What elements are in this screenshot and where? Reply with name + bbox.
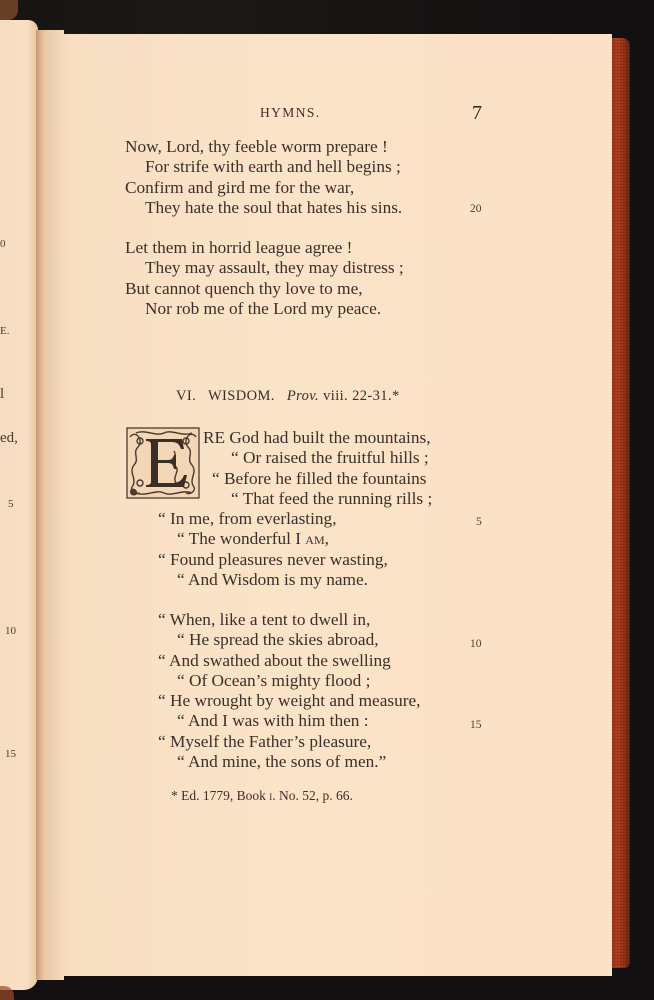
verse-text: “ The wonderful I <box>177 529 306 549</box>
scripture-reference: viii. 22-31.* <box>323 388 400 404</box>
verse-line: “ Before he filled the fountains <box>212 468 427 488</box>
verse-line: “ And mine, the sons of men.” <box>177 752 387 772</box>
verse-line <box>158 529 432 549</box>
page-number: 7 <box>472 102 482 124</box>
footnote-text: . No. 52, p. 66. <box>272 788 353 803</box>
hymn-title: WISDOM. <box>207 388 275 404</box>
stanza <box>125 238 404 319</box>
line-number: 10 <box>470 638 482 650</box>
footnote-text: * Ed. 1779, Book <box>171 788 270 803</box>
left-margin-fragment: ed, <box>0 430 18 446</box>
verse-line: “ And swathed about the swelling <box>158 650 391 670</box>
left-line-number: 5 <box>8 498 14 510</box>
left-line-number: 10 <box>5 625 16 637</box>
left-margin-fragment: 0 <box>0 238 6 250</box>
page-gutter-shadow <box>36 30 64 980</box>
verse-line: Now, Lord, thy feeble worm prepare ! <box>125 137 388 156</box>
running-head <box>38 102 612 122</box>
verse-line: “ Of Ocean’s mighty flood ; <box>177 670 371 690</box>
verse-line: “ He wrought by weight and measure, <box>158 691 421 711</box>
book-page <box>38 34 612 976</box>
verse-line: “ And I was with him then : <box>177 711 369 731</box>
verse-line: They hate the soul that hates his sins. <box>145 197 403 217</box>
line-number: 20 <box>470 203 482 215</box>
verse-line: “ When, like a tent to dwell in, <box>158 610 371 629</box>
verse-line: “ In me, from everlasting, <box>158 509 337 529</box>
verse-line: “ He spread the skies abroad, <box>177 630 379 650</box>
small-caps-word: am <box>305 529 325 549</box>
verse-line: “ Or raised the fruitful hills ; <box>231 448 429 468</box>
hymn-heading <box>176 388 400 405</box>
stanza <box>158 428 432 590</box>
verse-line: But cannot quench thy love to me, <box>125 278 363 298</box>
verse-line: “ That feed the running rills ; <box>231 488 433 508</box>
line-number: 15 <box>470 719 482 731</box>
verse-line: “ Myself the Father’s pleasure, <box>158 731 372 751</box>
left-margin-fragment: E. <box>0 325 10 337</box>
stanza <box>158 610 421 772</box>
verse-line: For strife with earth and hell begins ; <box>145 157 401 177</box>
verse-line: Confirm and gird me for the war, <box>125 177 355 197</box>
hymn-number: VI. <box>176 388 197 404</box>
left-margin-fragment: l <box>0 386 5 402</box>
left-page-edge <box>0 20 38 990</box>
footnote-small-caps: i <box>269 788 273 803</box>
verse-line: “ Found pleasures never wasting, <box>158 549 388 569</box>
running-title: HYMNS. <box>260 105 321 120</box>
line-number: 5 <box>476 516 482 528</box>
footnote <box>171 788 353 804</box>
verse-line: Nor rob me of the Lord my peace. <box>145 298 382 318</box>
verse-line: They may assault, they may distress ; <box>145 258 404 278</box>
stanza <box>125 137 402 218</box>
verse-line: RE God had built the mountains, <box>203 428 431 447</box>
punctuation: , <box>324 529 329 549</box>
verse-line: “ And Wisdom is my name. <box>177 570 368 590</box>
scripture-book: Prov. <box>286 388 320 404</box>
verse-line: Let them in horrid league agree ! <box>125 238 353 257</box>
left-line-number: 15 <box>5 748 16 760</box>
